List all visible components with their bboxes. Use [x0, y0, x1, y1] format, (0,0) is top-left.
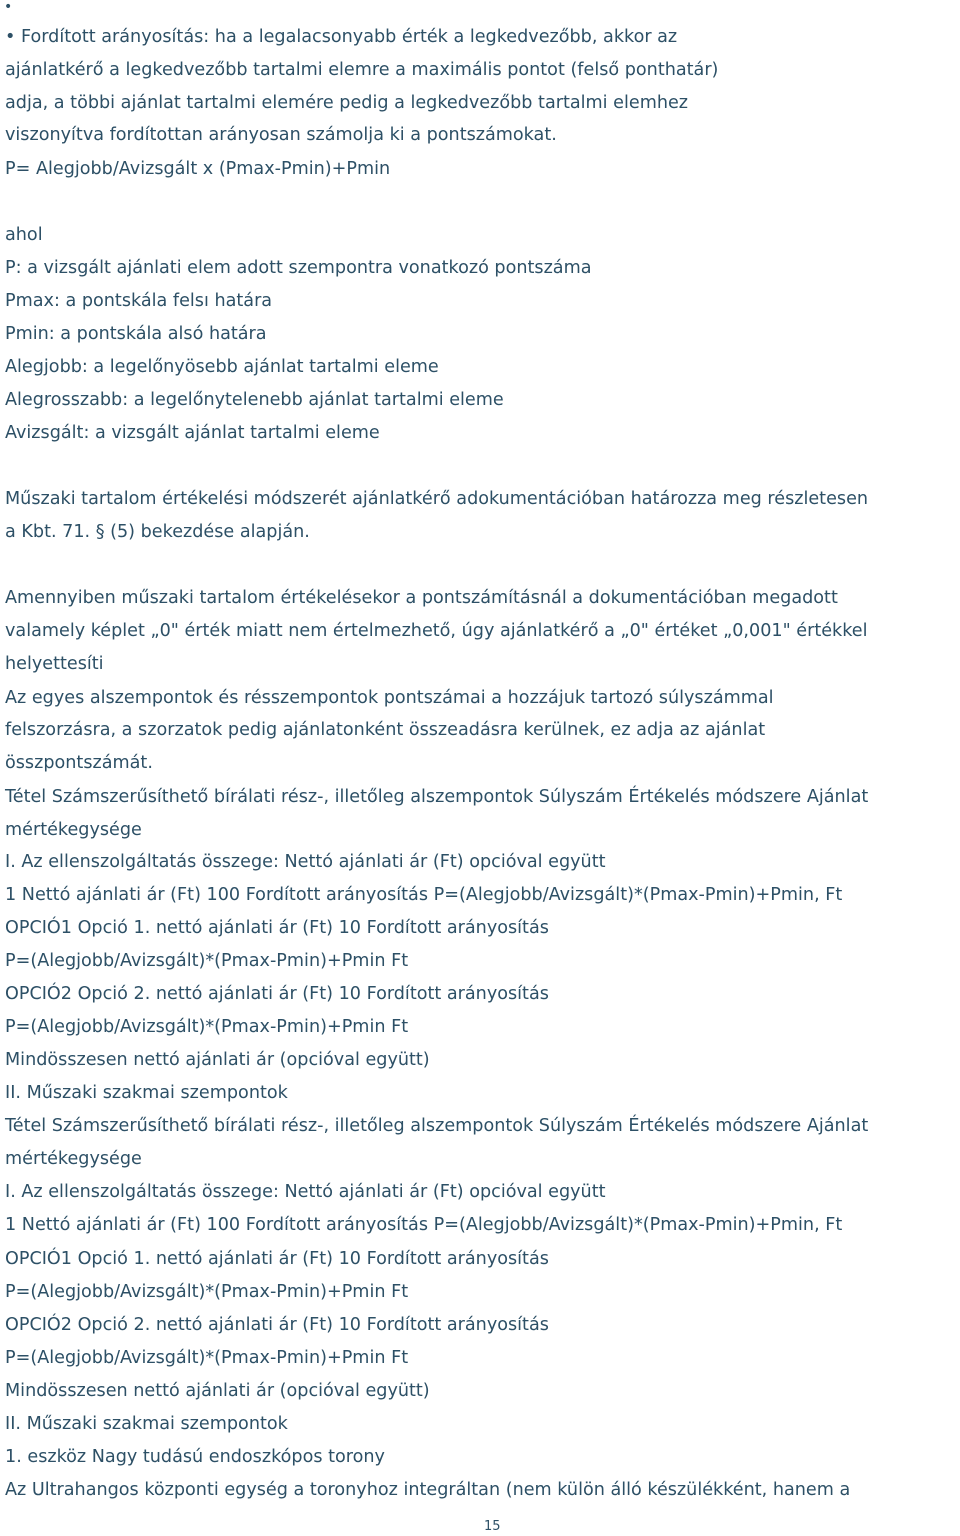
text-line: 1. eszköz Nagy tudású endoszkópos torony	[5, 1447, 385, 1467]
text-line: Tétel Számszerűsíthető bírálati rész-, illetőleg alszempontok Súlyszám Értékelés módszere Ajánlat	[5, 1116, 869, 1136]
text-line: mértékegysége	[5, 1149, 142, 1169]
text-line: Alegjobb: a legelőnyösebb ajánlat tartalmi eleme	[5, 357, 439, 377]
text-line: 1 Nettó ajánlati ár (Ft) 100 Fordított arányosítás P=(Alegjobb/Avizsgált)*(Pmax-Pmin)+Pmin, Ft	[5, 1215, 843, 1235]
text-line: Alegrosszabb: a legelőnytelenebb ajánlat tartalmi eleme	[5, 390, 504, 410]
text-line: ahol	[5, 225, 43, 245]
text-line: OPCIÓ2 Opció 2. nettó ajánlati ár (Ft) 10 Fordított arányosítás	[5, 984, 549, 1004]
text-line: Az Ultrahangos központi egység a toronyhoz integráltan (nem külön álló készülékként, hanem a	[5, 1480, 851, 1500]
page-number: 15	[484, 1519, 501, 1534]
text-line: II. Műszaki szakmai szempontok	[5, 1083, 288, 1103]
text-line: OPCIÓ1 Opció 1. nettó ajánlati ár (Ft) 10 Fordított arányosítás	[5, 918, 549, 938]
text-line: összpontszámát.	[5, 753, 153, 773]
text-line: a Kbt. 71. § (5) bekezdése alapján.	[5, 522, 310, 542]
text-line: viszonyítva fordítottan arányosan számolja ki a pontszámokat.	[5, 125, 557, 145]
text-line: Mindösszesen nettó ajánlati ár (opcióval együtt)	[5, 1050, 430, 1070]
text-line: Az egyes alszempontok és résszempontok pontszámai a hozzájuk tartozó súlyszámmal	[5, 688, 774, 708]
text-line: adja, a többi ajánlat tartalmi elemére pedig a legkedvezőbb tartalmi elemhez	[5, 93, 689, 113]
text-line: II. Műszaki szakmai szempontok	[5, 1414, 288, 1434]
text-line: OPCIÓ2 Opció 2. nettó ajánlati ár (Ft) 10 Fordított arányosítás	[5, 1315, 549, 1335]
text-line: P: a vizsgált ajánlati elem adott szempontra vonatkozó pontszáma	[5, 258, 592, 278]
text-line: P=(Alegjobb/Avizsgált)*(Pmax-Pmin)+Pmin Ft	[5, 1282, 409, 1302]
text-line: Pmin: a pontskála alsó határa	[5, 324, 267, 344]
text-line: Amennyiben műszaki tartalom értékelésekor a pontszámításnál a dokumentációban megadott	[5, 588, 838, 608]
text-line: OPCIÓ1 Opció 1. nettó ajánlati ár (Ft) 10 Fordított arányosítás	[5, 1249, 549, 1269]
text-line: ajánlatkérő a legkedvezőbb tartalmi elemre a maximális pontot (felső ponthatár)	[5, 60, 719, 80]
top-bullet: •	[4, 0, 13, 15]
text-line: P=(Alegjobb/Avizsgált)*(Pmax-Pmin)+Pmin Ft	[5, 951, 409, 971]
text-line: P=(Alegjobb/Avizsgált)*(Pmax-Pmin)+Pmin Ft	[5, 1017, 409, 1037]
text-line: Tétel Számszerűsíthető bírálati rész-, illetőleg alszempontok Súlyszám Értékelés módszere Ajánlat	[5, 787, 869, 807]
text-line: helyettesíti	[5, 654, 104, 674]
text-line: 1 Nettó ajánlati ár (Ft) 100 Fordított arányosítás P=(Alegjobb/Avizsgált)*(Pmax-Pmin)+Pmin, Ft	[5, 885, 843, 905]
text-line: P=(Alegjobb/Avizsgált)*(Pmax-Pmin)+Pmin Ft	[5, 1348, 409, 1368]
text-line: I. Az ellenszolgáltatás összege: Nettó ajánlati ár (Ft) opcióval együtt	[5, 1182, 606, 1202]
text-line: I. Az ellenszolgáltatás összege: Nettó ajánlati ár (Ft) opcióval együtt	[5, 852, 606, 872]
text-line: Avizsgált: a vizsgált ajánlat tartalmi eleme	[5, 423, 380, 443]
text-line: • Fordított arányosítás: ha a legalacsonyabb érték a legkedvezőbb, akkor az	[5, 27, 678, 47]
text-line: mértékegysége	[5, 820, 142, 840]
text-line: valamely képlet „0" érték miatt nem értelmezhető, úgy ajánlatkérő a „0" értéket „0,001" értékkel	[5, 621, 868, 641]
text-line: Műszaki tartalom értékelési módszerét ajánlatkérő adokumentációban határozza meg részletesen	[5, 489, 869, 509]
text-line: P= Alegjobb/Avizsgált x (Pmax-Pmin)+Pmin	[5, 159, 391, 179]
text-line: Pmax: a pontskála felsı határa	[5, 291, 273, 311]
text-line: felszorzásra, a szorzatok pedig ajánlatonként összeadásra kerülnek, ez adja az ajánlat	[5, 720, 766, 740]
text-line: Mindösszesen nettó ajánlati ár (opcióval együtt)	[5, 1381, 430, 1401]
